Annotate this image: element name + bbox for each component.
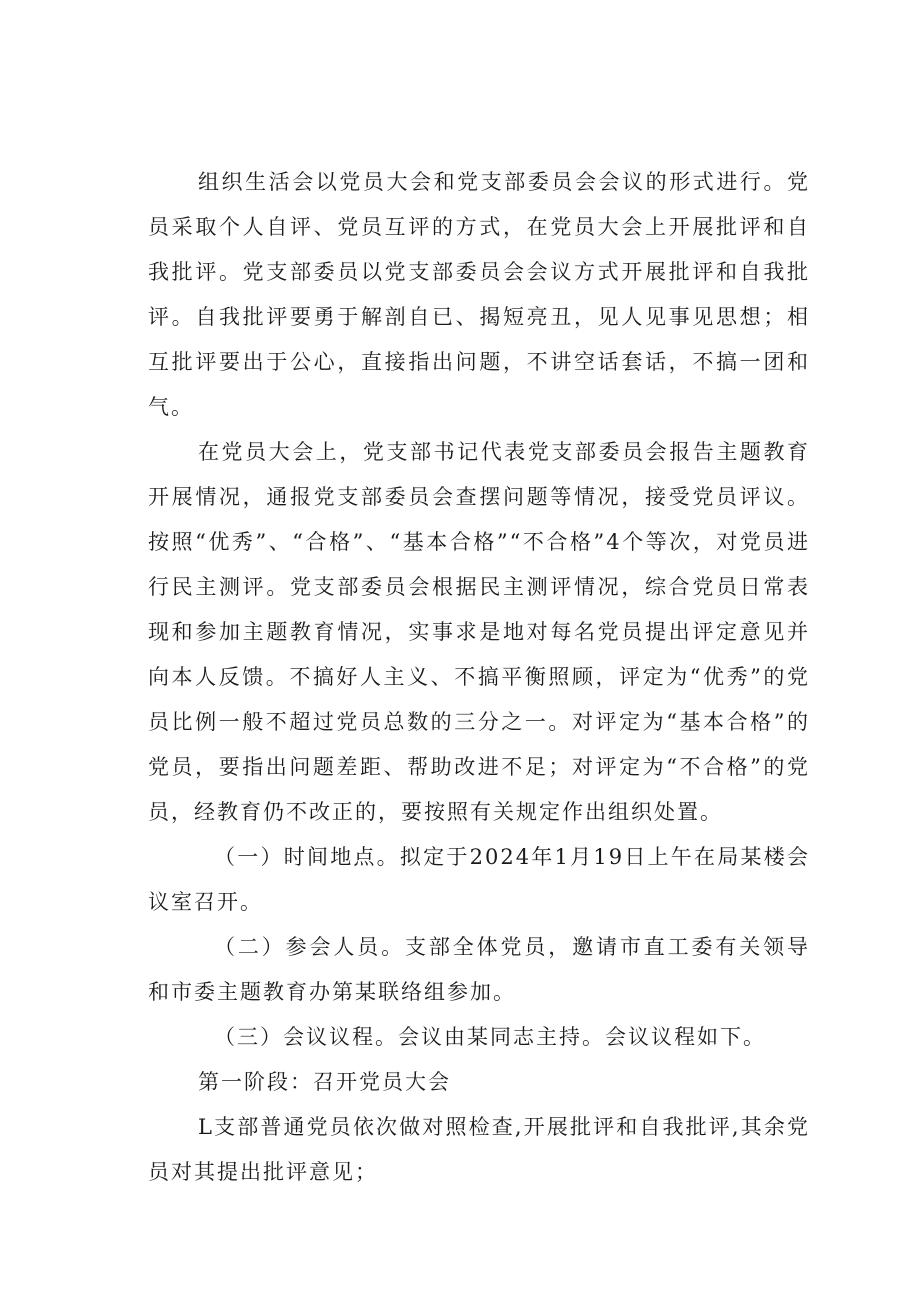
paragraph-item-one: L支部普通党员依次做对照检查,开展批评和自我批评,其余党员对其提出批评意见；: [148, 1115, 810, 1184]
paragraph-agenda: （三）会议议程。会议由某同志主持。会议议程如下。: [214, 1025, 766, 1049]
paragraph-time-place: （一）时间地点。拟定于2024年1月19日上午在局某楼会议室召开。: [148, 845, 810, 914]
paragraph-stage-one: 第一阶段：召开党员大会: [198, 1070, 451, 1094]
paragraph-attendees: （二）参会人员。支部全体党员，邀请市直工委有关领导和市委主题教育办第某联络组参加。: [148, 935, 810, 1004]
paragraph-intro: 组织生活会以党员大会和党支部委员会会议的形式进行。党员采取个人自评、党员互评的方式，在党员大会上开展批评和自我批评。党支部委员以党支部委员会会议方式开展批评和自我批评。自我批评要勇于解剖自已、揭短亮丑，见人见事见思想；相互批评要出于公心，直接指出问题，不讲空话套话，不搞一团和气。: [148, 170, 810, 419]
paragraph-evaluation: 在党员大会上，党支部书记代表党支部委员会报告主题教育开展情况，通报党支部委员会查摆问题等情况，接受党员评议。按照“优秀”、“合格”、“基本合格”“不合格”4个等次，对党员进行民主测评。党支部委员会根据民主测评情况，综合党员日常表现和参加主题教育情况，实事求是地对每名党员提出评定意见并向本人反馈。不搞好人主义、不搞平衡照顾，评定为“优秀”的党员比例一般不超过党员总数的三分之一。对评定为“基本合格”的党员，要指出问题差距、帮助改进不足；对评定为“不合格”的党员，经教育仍不改正的，要按照有关规定作出组织处置。: [148, 440, 810, 824]
document-body: [148, 160, 810, 1195]
